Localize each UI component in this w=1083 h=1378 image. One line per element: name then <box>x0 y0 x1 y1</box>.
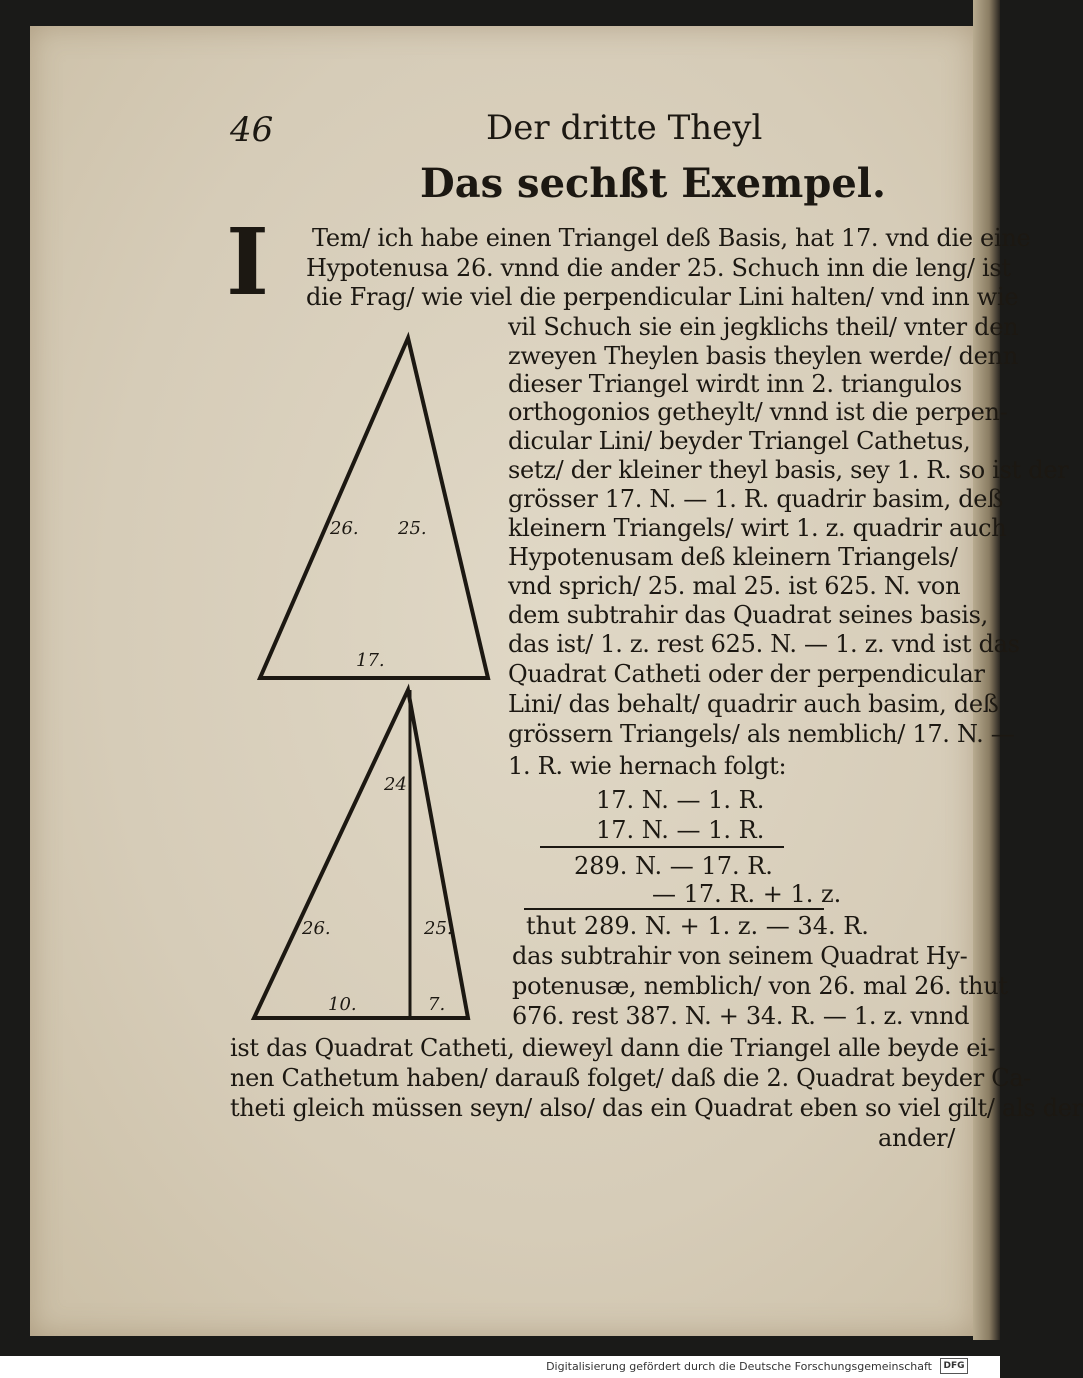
section-title: Das sechßt Exempel. <box>420 160 886 207</box>
text-line: grösser 17. N. — 1. R. quadrir basim, deß <box>508 485 1003 513</box>
running-title: Der dritte Theyl <box>486 108 763 148</box>
text-line: Hypotenusa 26. vnnd die ander 25. Schuch inn die leng/ ist <box>306 254 1011 282</box>
text-line: das subtrahir von seinem Quadrat Hy- <box>512 942 968 970</box>
triangle-top-base-label: 17. <box>356 650 385 671</box>
triangle-top <box>260 338 488 678</box>
text-line: Tem/ ich habe einen Triangel deß Basis, hat 17. vnd die eine <box>312 224 1031 252</box>
text-line: Quadrat Catheti oder der perpendicular <box>508 660 985 688</box>
text-line: vil Schuch sie ein jegklichs theil/ vnter den <box>508 313 1019 341</box>
calc-line: 289. N. — 17. R. <box>574 852 773 880</box>
calc-line: — 17. R. + 1. z. <box>652 880 842 908</box>
text-line: vnd sprich/ 25. mal 25. ist 625. N. von <box>508 572 961 600</box>
triangle-top-left-side-label: 26. <box>330 518 359 539</box>
text-line: die Frag/ wie viel die perpendicular Lini halten/ vnd inn wie <box>306 283 1019 311</box>
text-line: Hypotenusam deß kleinern Triangels/ <box>508 543 958 571</box>
triangle-bottom-height-label: 24. <box>384 774 413 795</box>
triangle-bottom-right-side-label: 25. <box>424 918 453 939</box>
text-line: das ist/ 1. z. rest 625. N. — 1. z. vnd ist das <box>508 630 1020 658</box>
text-line: theti gleich müssen seyn/ also/ das ein Quadrat eben so viel gilt/ als der <box>230 1094 1083 1122</box>
text-line: zweyen Theylen basis theylen werde/ denn <box>508 342 1018 370</box>
calc-line: 17. N. — 1. R. <box>596 786 765 814</box>
triangle-bottom-outline <box>254 690 468 1018</box>
text-line: dem subtrahir das Quadrat seines basis, <box>508 601 988 629</box>
text-line: Lini/ das behalt/ quadrir auch basim, deß <box>508 690 999 718</box>
text-line: grössern Triangels/ als nemblich/ 17. N. — <box>508 720 1015 748</box>
triangle-top-outline <box>260 338 488 678</box>
text-line: setz/ der kleiner theyl basis, sey 1. R. so ist der <box>508 456 1069 484</box>
calc-line: thut 289. N. + 1. z. — 34. R. <box>526 912 869 940</box>
text-line: kleinern Triangels/ wirt 1. z. quadrir auch <box>508 514 1007 542</box>
text-line: 1. R. wie hernach folgt: <box>508 752 787 780</box>
text-line: potenusæ, nemblich/ von 26. mal 26. thut <box>512 972 1008 1000</box>
text-line: nen Cathetum haben/ darauß folget/ daß die 2. Quadrat beyder Ca- <box>230 1064 1032 1092</box>
text-line: 676. rest 387. N. + 34. R. — 1. z. vnnd <box>512 1002 970 1030</box>
triangle-top-right-side-label: 25. <box>398 518 427 539</box>
dfg-logo: DFG <box>940 1358 968 1374</box>
triangle-bottom-left-side-label: 26. <box>302 918 331 939</box>
triangle-bottom-base-right-label: 7. <box>428 994 446 1015</box>
text-line: ist das Quadrat Catheti, dieweyl dann die Triangel alle beyde ei- <box>230 1034 996 1062</box>
triangle-bottom-base-left-label: 10. <box>328 994 357 1015</box>
page-number: 46 <box>230 110 274 150</box>
text-line: ander/ <box>878 1124 956 1152</box>
footer-credit: Digitalisierung gefördert durch die Deutsche Forschungsgemeinschaft <box>546 1360 932 1373</box>
calc-line: 17. N. — 1. R. <box>596 816 765 844</box>
text-line: orthogonios getheylt/ vnnd ist die perpen- <box>508 398 1008 426</box>
triangle-bottom <box>254 690 468 1018</box>
text-line: dicular Lini/ beyder Triangel Cathetus, <box>508 427 971 455</box>
text-line: dieser Triangel wirdt inn 2. triangulos <box>508 370 962 398</box>
drop-cap: I <box>226 208 270 316</box>
